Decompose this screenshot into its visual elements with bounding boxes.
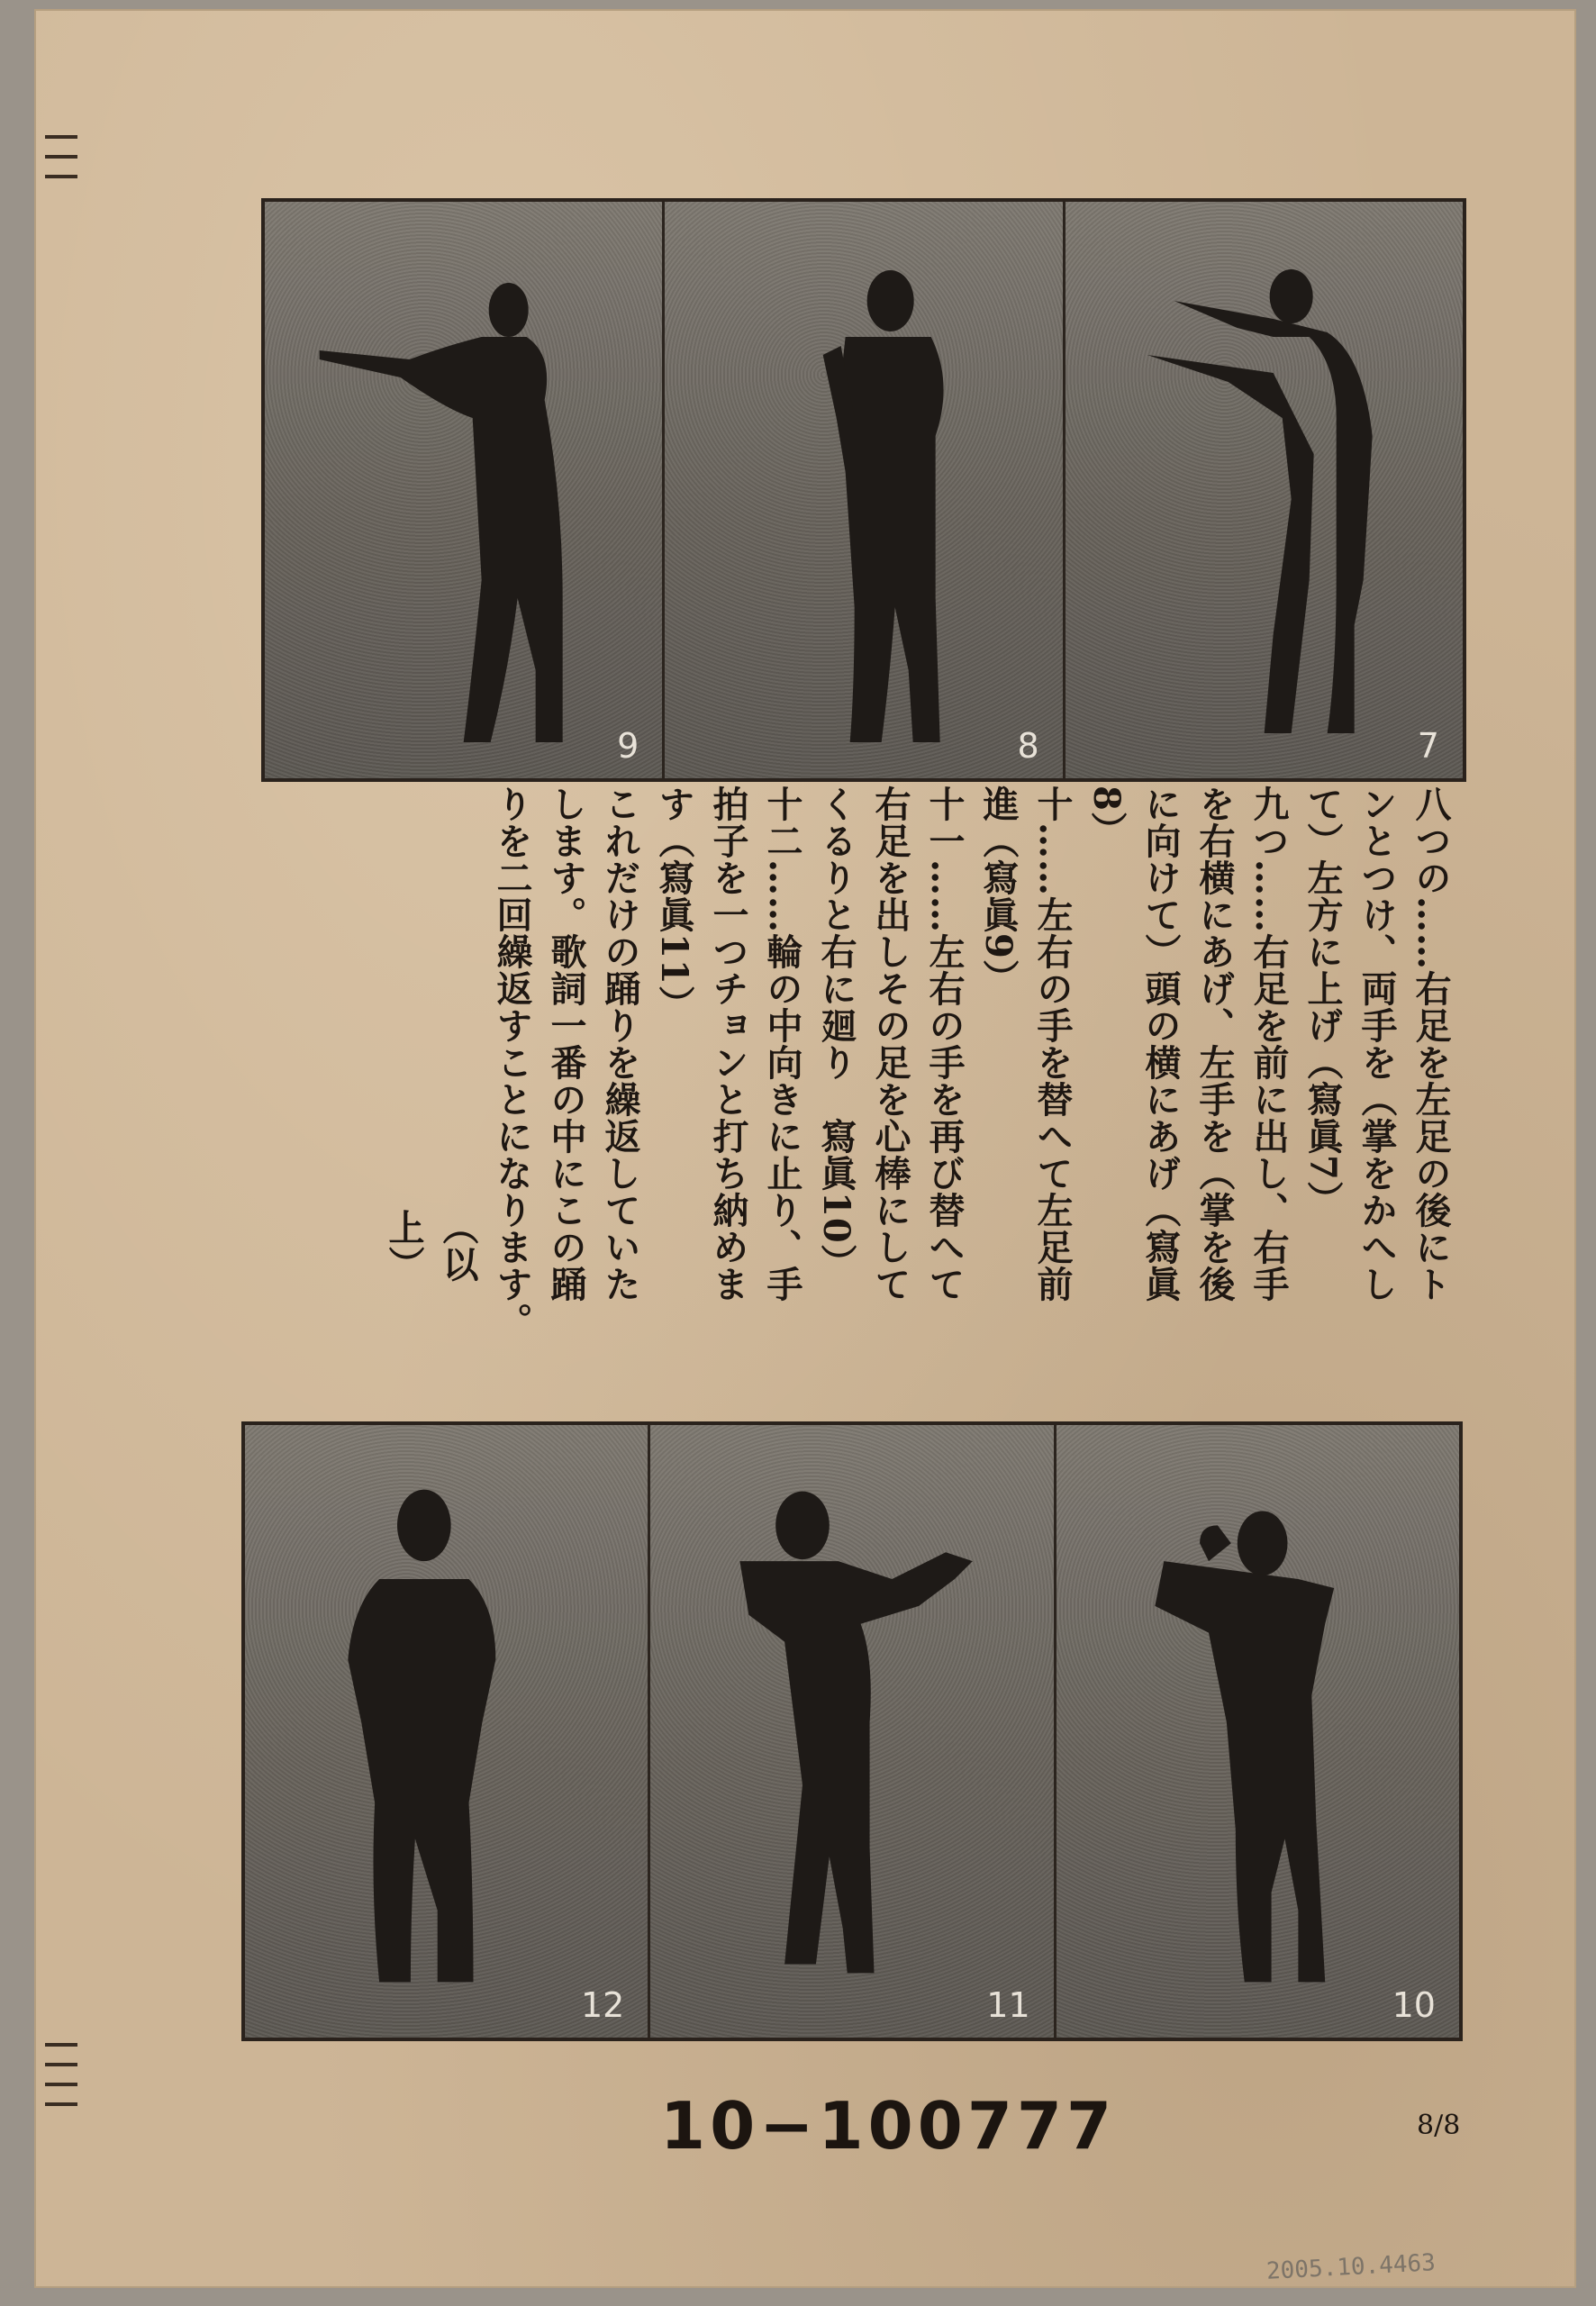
text-line: 九つ……右足を前に出し、右手	[1247, 785, 1290, 1303]
text-line: を右横にあげ、左手を（掌を後	[1193, 785, 1236, 1303]
dancer-figure-image	[665, 202, 1062, 778]
text-line: ンとつけ、両手を（掌をかへし	[1356, 785, 1398, 1303]
photo-number: 8	[1017, 726, 1039, 766]
photo-number: 9	[617, 726, 639, 766]
text-line: す（寫眞11）	[653, 785, 695, 1022]
archive-stamp: 2005.10.4463	[1265, 2249, 1437, 2285]
text-line: くるりと右に廻り 寫眞10）	[815, 785, 857, 1281]
photo-panel-11	[650, 1425, 1056, 2038]
page-number: 8/8	[1417, 2110, 1461, 2141]
photo-strip-top	[261, 198, 1466, 782]
text-line: りを二回繰返すことになります。	[491, 785, 533, 1339]
text-line: 進（寫眞9）	[977, 785, 1020, 996]
text-line: 十二……輪の中向きに止り、手	[761, 785, 803, 1303]
photo-number: 7	[1417, 726, 1439, 766]
text-line: 十一……左右の手を再び替へて	[923, 785, 966, 1303]
photo-number: 11	[986, 1985, 1030, 2025]
dancer-figure-image	[245, 1425, 648, 2038]
text-line: これだけの踊りを繰返していた	[599, 785, 641, 1303]
binding-marks-bottom	[45, 2043, 77, 2122]
text-line: 八つの……右足を左足の後にト	[1410, 785, 1452, 1303]
text-line: 十……左右の手を替へて左足前	[1031, 785, 1074, 1303]
photo-panel-12	[245, 1425, 650, 2038]
photo-number: 10	[1392, 1985, 1436, 2025]
instruction-text	[331, 785, 1457, 1362]
text-line: 右足を出しその足を心棒にして	[869, 785, 911, 1303]
dancer-figure-image	[650, 1425, 1053, 2038]
photo-number: 12	[580, 1985, 625, 2025]
text-line: に向けて）頭の横にあげ（寫眞	[1139, 785, 1182, 1303]
binding-marks-top	[45, 135, 77, 195]
photo-strip-bottom	[241, 1421, 1463, 2041]
dancer-figure-image	[1056, 1425, 1459, 2038]
dancer-figure-image	[265, 202, 662, 778]
text-line: します。歌詞一番の中にこの踊	[545, 785, 587, 1303]
dancer-figure-image	[1066, 202, 1463, 778]
text-line: て）左方に上げ（寫眞7）	[1301, 785, 1344, 1218]
text-line: 拍子を一つチョンと打ち納めま	[707, 785, 749, 1303]
end-mark: （以 上）	[383, 1209, 479, 1320]
text-line: 8）	[1085, 785, 1128, 849]
photo-panel-9	[265, 202, 665, 778]
photo-panel-8	[665, 202, 1065, 778]
photo-panel-7	[1066, 202, 1463, 778]
photo-panel-10	[1056, 1425, 1459, 2038]
serial-number: 10−100777	[660, 2088, 1117, 2164]
document-page	[34, 9, 1576, 2288]
